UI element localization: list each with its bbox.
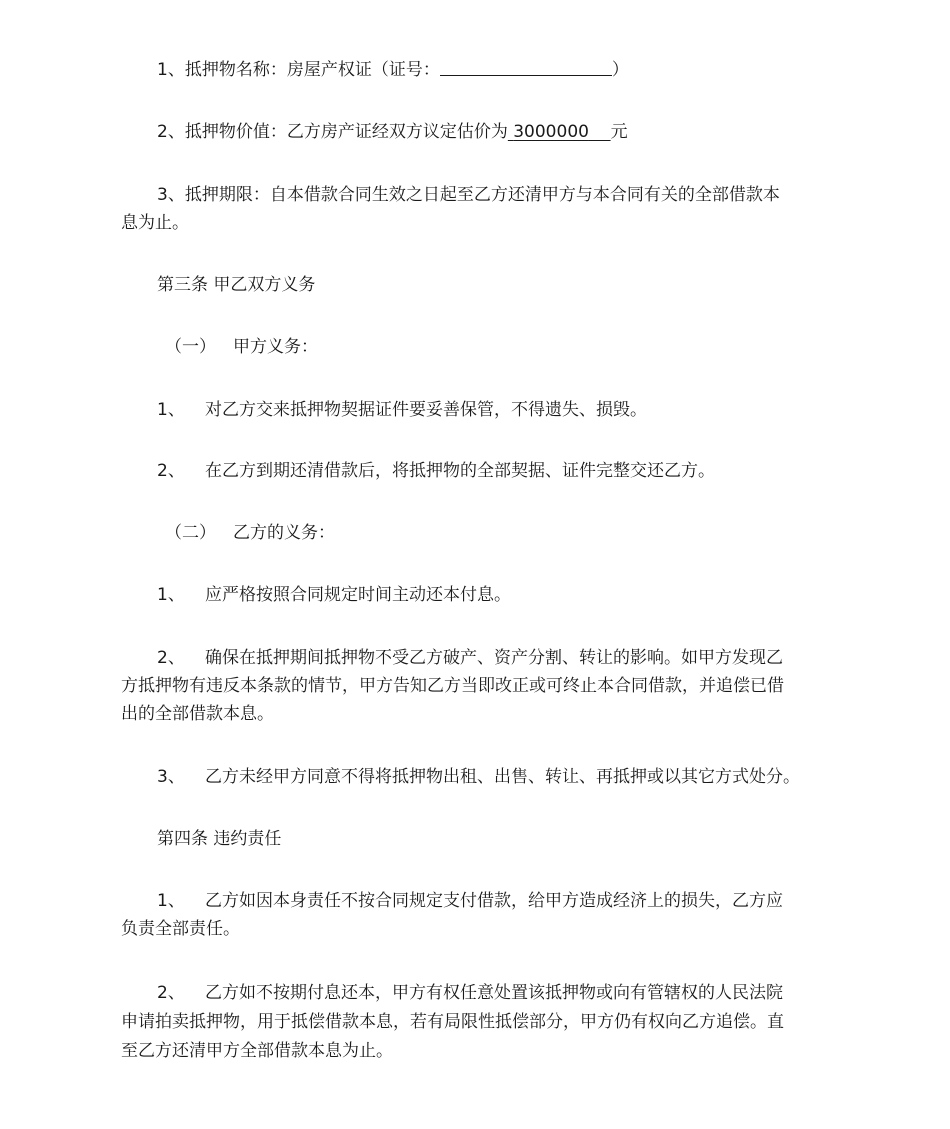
party-b-duty-1 bbox=[157, 581, 833, 609]
party-a-heading bbox=[165, 333, 841, 361]
party-a-heading-num: （一） bbox=[165, 337, 216, 357]
list-number: 1、 bbox=[157, 400, 185, 420]
list-number: 2、 bbox=[157, 983, 185, 1003]
party-b-heading bbox=[165, 519, 841, 547]
mortgage-term-line-1: 3、抵押期限：自本借款合同生效之日起至乙方还清甲方与本合同有关的全部借款本 bbox=[157, 185, 780, 205]
collateral-name-label: 1、抵押物名称：房屋产权证（证号： bbox=[157, 60, 440, 80]
party-b-duty-3 bbox=[157, 763, 833, 791]
list-text: 乙方如因本身责任不按合同规定支付借款，给甲方造成经济上的损失，乙方应 bbox=[205, 891, 783, 911]
liability-1-line-2: 负责全部责任。 bbox=[121, 919, 240, 939]
list-number: 2、 bbox=[157, 648, 185, 668]
certificate-number-blank bbox=[440, 59, 612, 76]
liability-1-line-1 bbox=[157, 887, 833, 915]
collateral-name-close: ） bbox=[611, 60, 629, 80]
party-b-heading-num: （二） bbox=[165, 523, 216, 543]
list-number: 2、 bbox=[157, 461, 185, 481]
party-a-duty-2 bbox=[157, 457, 833, 485]
list-text: 乙方未经甲方同意不得将抵押物出租、出售、转让、再抵押或以其它方式处分。 bbox=[205, 767, 800, 787]
list-number: 1、 bbox=[157, 585, 185, 605]
party-b-heading-text: 乙方的义务： bbox=[233, 523, 335, 543]
collateral-name-line bbox=[157, 56, 833, 84]
liability-2-line-2: 申请拍卖抵押物，用于抵偿借款本息，若有局限性抵偿部分，甲方仍有权向乙方追偿。直 bbox=[121, 1012, 784, 1032]
party-a-heading-text: 甲方义务： bbox=[233, 337, 318, 357]
party-b-duty-2-line-3: 出的全部借款本息。 bbox=[121, 704, 274, 724]
liability-2-line-3: 至乙方还清甲方全部借款本息为止。 bbox=[121, 1041, 393, 1061]
liability-2-line-1 bbox=[157, 979, 833, 1007]
collateral-value-line bbox=[157, 118, 833, 146]
list-text: 乙方如不按期付息还本，甲方有权任意处置该抵押物或向有管辖权的人民法院 bbox=[205, 983, 783, 1003]
article-3-title: 第三条 甲乙双方义务 bbox=[157, 275, 316, 295]
list-number: 3、 bbox=[157, 767, 185, 787]
party-a-duty-1 bbox=[157, 396, 833, 424]
party-b-duty-2-line-2: 方抵押物有违反本条款的情节，甲方告知乙方当即改正或可终止本合同借款，并追偿已借 bbox=[121, 676, 784, 696]
list-number: 1、 bbox=[157, 891, 185, 911]
list-text: 确保在抵押期间抵押物不受乙方破产、资产分割、转让的影响。如甲方发现乙 bbox=[205, 648, 783, 668]
list-text: 应严格按照合同规定时间主动还本付息。 bbox=[205, 585, 511, 605]
collateral-value-unit: 元 bbox=[610, 122, 628, 142]
collateral-value-amount: 3000000 bbox=[513, 122, 589, 142]
collateral-value-label: 2、抵押物价值：乙方房产证经双方议定估价为 bbox=[157, 122, 508, 142]
list-text: 对乙方交来抵押物契据证件要妥善保管，不得遗失、损毁。 bbox=[205, 400, 647, 420]
party-b-duty-2-line-1 bbox=[157, 644, 833, 672]
list-text: 在乙方到期还清借款后，将抵押物的全部契据、证件完整交还乙方。 bbox=[205, 461, 715, 481]
mortgage-term-line-2: 息为止。 bbox=[121, 213, 189, 233]
article-4-title: 第四条 违约责任 bbox=[157, 829, 282, 849]
